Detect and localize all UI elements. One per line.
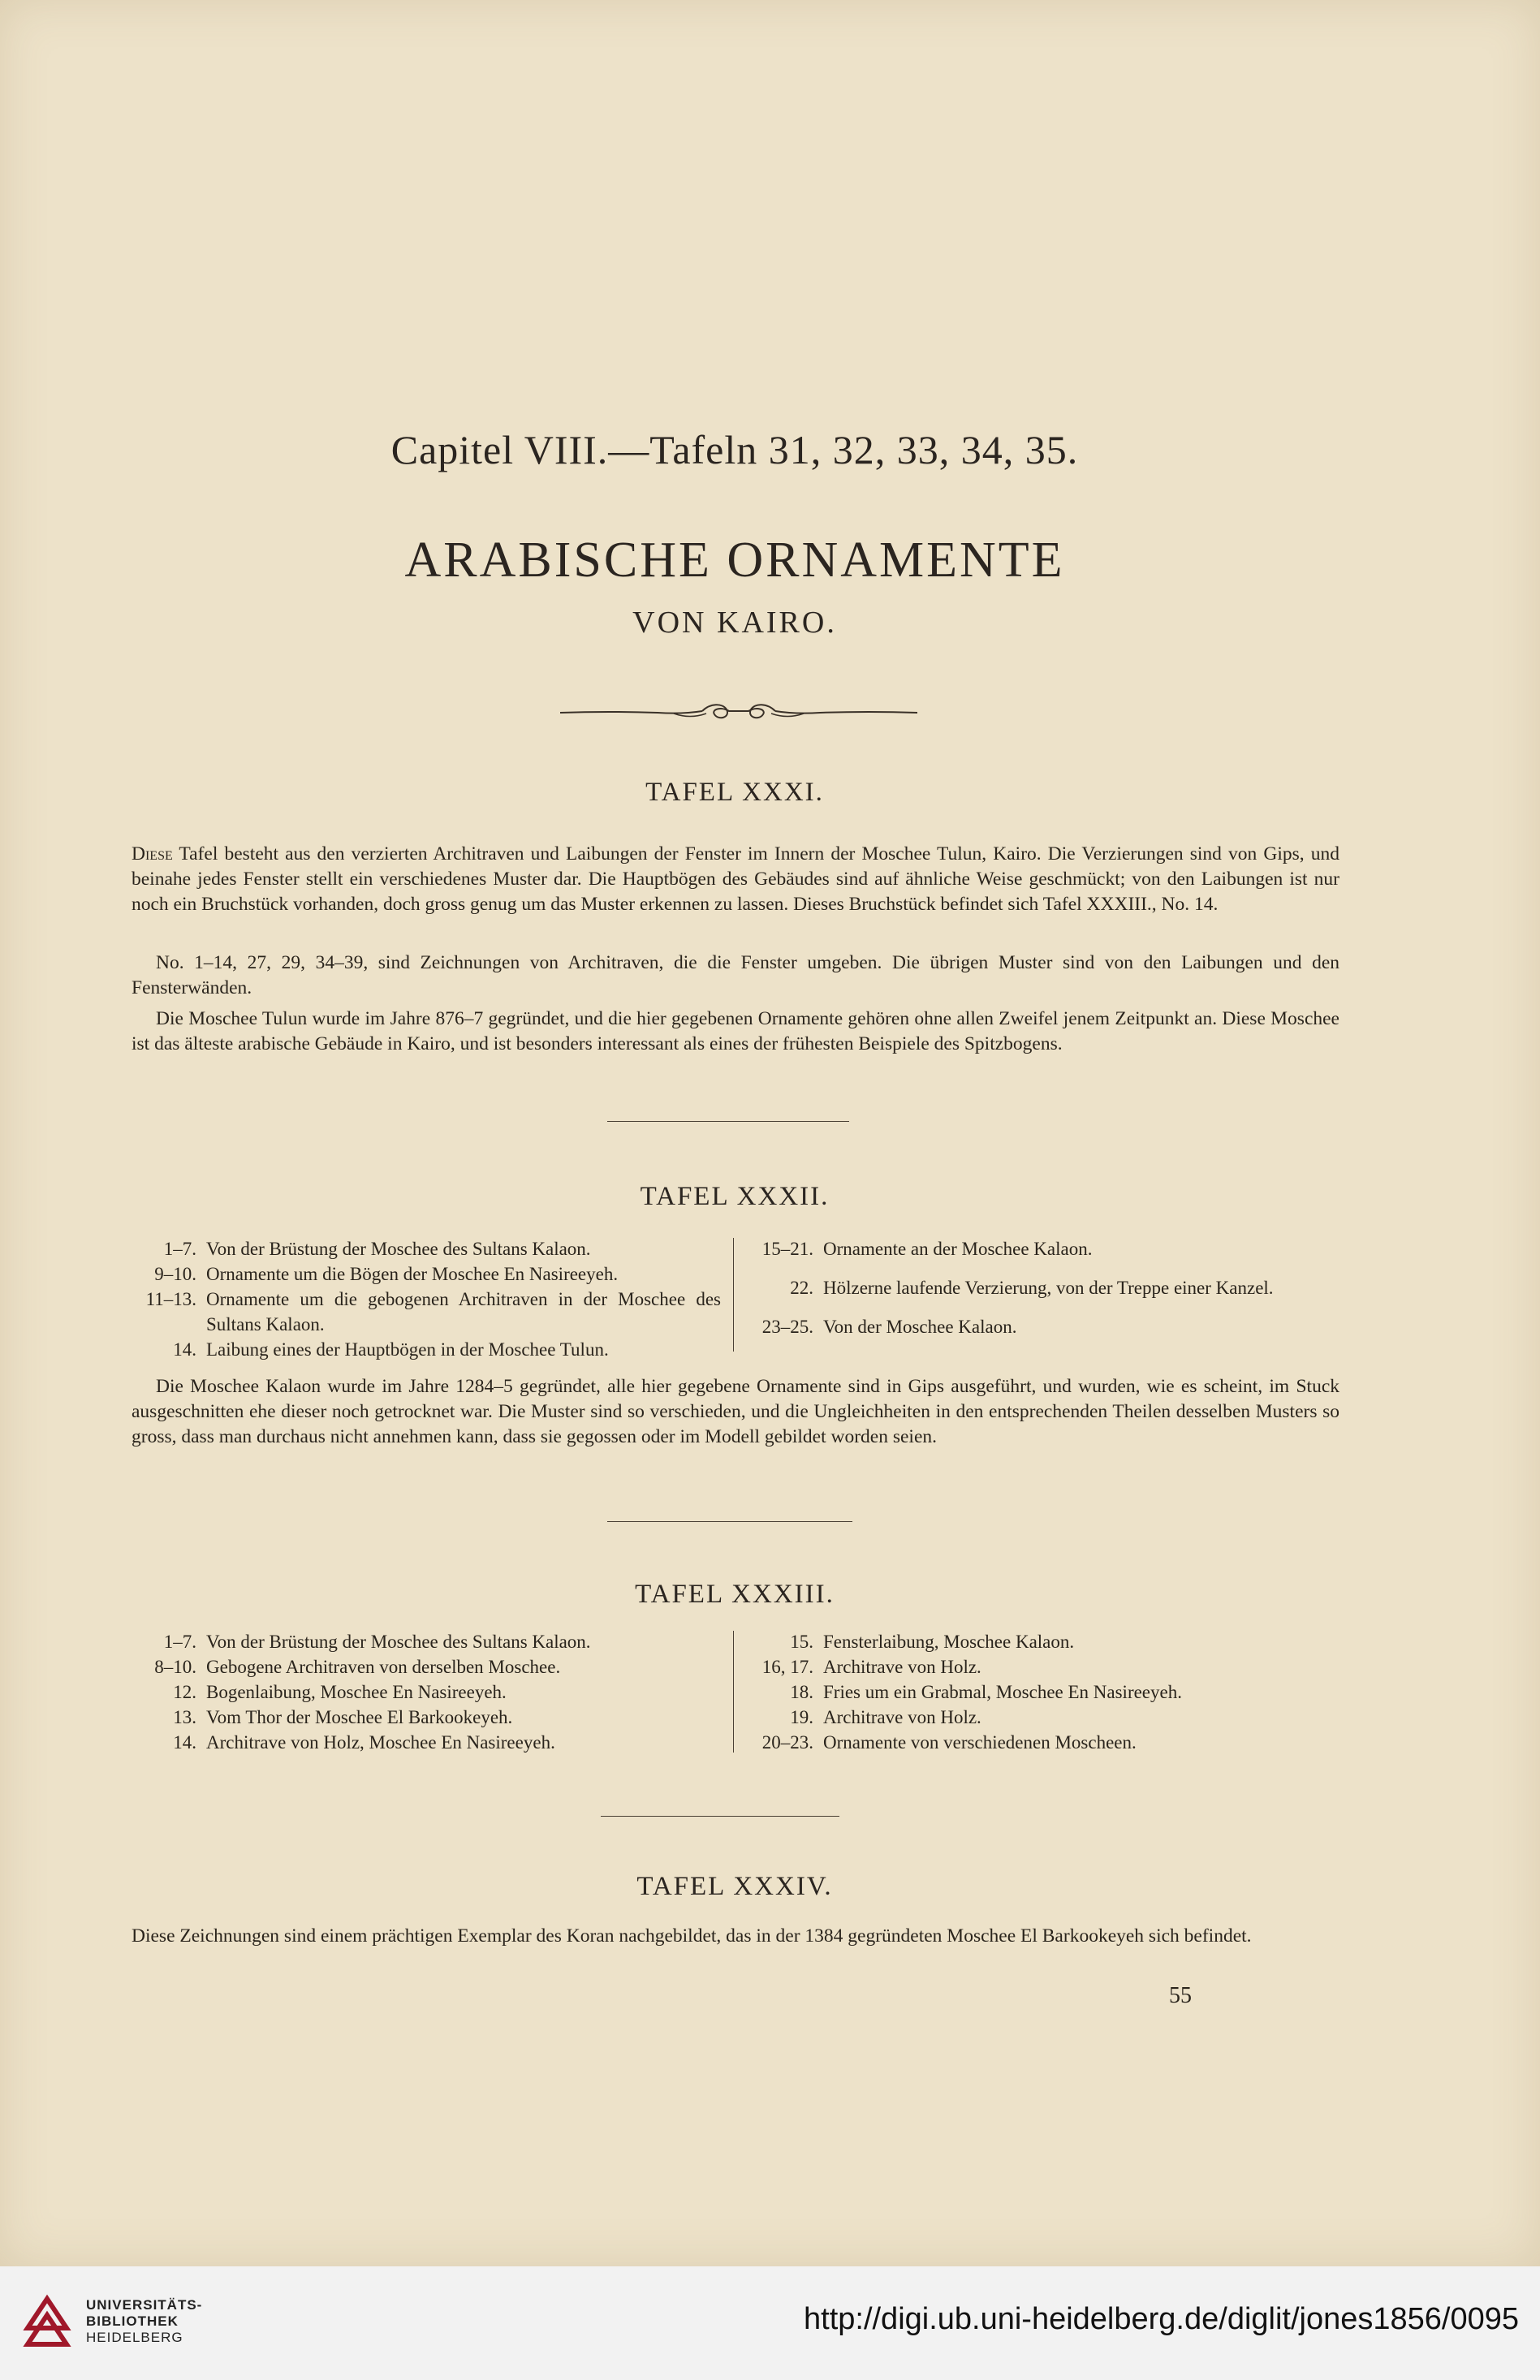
institution-line: HEIDELBERG [86, 2330, 183, 2345]
tafel-31-title: TAFEL XXXI. [645, 778, 824, 807]
footer-bar [0, 2266, 1540, 2380]
source-url-link[interactable]: http://digi.ub.uni-heidelberg.de/diglit/jones1856/0095 [804, 2302, 1519, 2336]
page-title: ARABISCHE ORNAMENTE [404, 532, 1065, 588]
list-item: 15–21. Ornamente an der Moschee Kalaon. [761, 1239, 1093, 1259]
tafel-33-title: TAFEL XXXIII. [635, 1580, 835, 1609]
institution-line: UNIVERSITÄTS- [86, 2297, 203, 2313]
tafel-32-left-list [132, 1236, 721, 1362]
list-item: 16, 17. Architrave von Holz. [761, 1657, 981, 1677]
tafel-32-paragraph: Die Moschee Kalaon wurde im Jahre 1284–5 gegründet, alle hier gegebene Ornamente sind in Gips ausgeführt, und wurden, wie es scheint, im Stuck ausgeschnitten ehe dieser noch getrocknet war. Die Muster sind so verschieden, und die Ungleichheiten in den entsprechenden Theilen desselben Musters so gross, dass man durchaus nicht annehmen kann, dass sie gegossen oder im Modell gebildet worden seien. [132, 1376, 1339, 1447]
list-item: 19. Architrave von Holz. [790, 1707, 981, 1727]
tafel-33-left-list [132, 1629, 721, 1755]
list-item: 1–7. Von der Brüstung der Moschee des Sultans Kalaon. [163, 1632, 591, 1652]
decorative-flourish-icon [560, 698, 917, 727]
list-item: 8–10. Gebogene Architraven von derselben Moschee. [154, 1657, 561, 1677]
institution-name[interactable] [86, 2297, 202, 2346]
list-item: 14. Laibung eines der Hauptbögen in der Moschee Tulun. [173, 1339, 609, 1360]
tafel-32-right-list [744, 1236, 1341, 1339]
list-item: 9–10. Ornamente um die Bögen der Moschee En Nasireeyeh. [154, 1264, 619, 1284]
tafel-33-right-list [744, 1629, 1341, 1755]
list-item: 1–7. Von der Brüstung der Moschee des Sultans Kalaon. [163, 1239, 591, 1259]
list-item: 14. Architrave von Holz, Moschee En Nasireeyeh. [173, 1732, 555, 1753]
page-number: 55 [1169, 1983, 1192, 2008]
list-item: 13. Vom Thor der Moschee El Barkookeyeh. [173, 1707, 513, 1727]
tafel-31-paragraph-2: No. 1–14, 27, 29, 34–39, sind Zeichnungen von Architraven, die die Fenster umgeben. Die übrigen Muster sind von den Laibungen und den Fensterwänden. [132, 952, 1339, 998]
institution-line: BIBLIOTHEK [86, 2313, 179, 2329]
tafel-31-paragraph-1 [132, 842, 1339, 917]
section-divider [607, 1521, 852, 1522]
page-subtitle: VON KAIRO. [632, 606, 837, 640]
tafel-34-paragraph: Diese Zeichnungen sind einem prächtigen Exemplar des Koran nachgebildet, das in der 1384 gegründeten Moschee El Barkookeyeh sich befindet. [132, 1925, 1252, 1947]
column-divider [733, 1238, 734, 1352]
section-divider [607, 1121, 849, 1122]
chapter-heading: Capitel VIII.—Tafeln 31, 32, 33, 34, 35. [390, 427, 1079, 472]
list-item: 18. Fries um ein Grabmal, Moschee En Nasireeyeh. [790, 1682, 1182, 1702]
section-divider [601, 1816, 839, 1817]
list-item: 23–25. Von der Moschee Kalaon. [761, 1317, 1017, 1337]
university-library-logo-icon[interactable] [23, 2291, 71, 2349]
tafel-32-title: TAFEL XXXII. [640, 1182, 830, 1211]
list-item: 11–13. Ornamente um die gebogenen Architraven in der Moschee des Sultans Kalaon. [145, 1289, 721, 1334]
list-item: 15. Fensterlaibung, Moschee Kalaon. [790, 1632, 1075, 1652]
list-item: 20–23. Ornamente von verschiedenen Moscheen. [761, 1732, 1137, 1753]
list-item: 12. Bogenlaibung, Moschee En Nasireeyeh. [173, 1682, 507, 1702]
paragraph-text: Tafel besteht aus den verzierten Architraven und Laibungen der Fenster im Innern der Moschee Tulun, Kairo. Die Verzierungen sind von Gips, und beinahe jedes Fenster stellt ein verschiedenes Muster dar. Die Hauptbögen des Gebäudes sind auf ähnliche Weise geschmückt; von den Laibungen ist nur noch ein Bruchstück vorhanden, doch gross genug um das Muster erkennen zu lassen. Dieses Bruchstück befindet sich Tafel XXXIII., No. 14. [132, 843, 1339, 915]
list-item: 22. Hölzerne laufende Verzierung, von der Treppe einer Kanzel. [790, 1278, 1274, 1298]
tafel-31-paragraph-3: Die Moschee Tulun wurde im Jahre 876–7 gegründet, und die hier gegebenen Ornamente gehören ohne allen Zweifel jenem Zeitpunkt an. Diese Moschee ist das älteste arabische Gebäude in Kairo, und ist besonders interessant als eines der frühesten Beispiele des Spitzbogens. [132, 1008, 1339, 1054]
tafel-34-title: TAFEL XXXIV. [636, 1872, 833, 1901]
lead-word: Diese [132, 843, 173, 864]
column-divider [733, 1631, 734, 1753]
